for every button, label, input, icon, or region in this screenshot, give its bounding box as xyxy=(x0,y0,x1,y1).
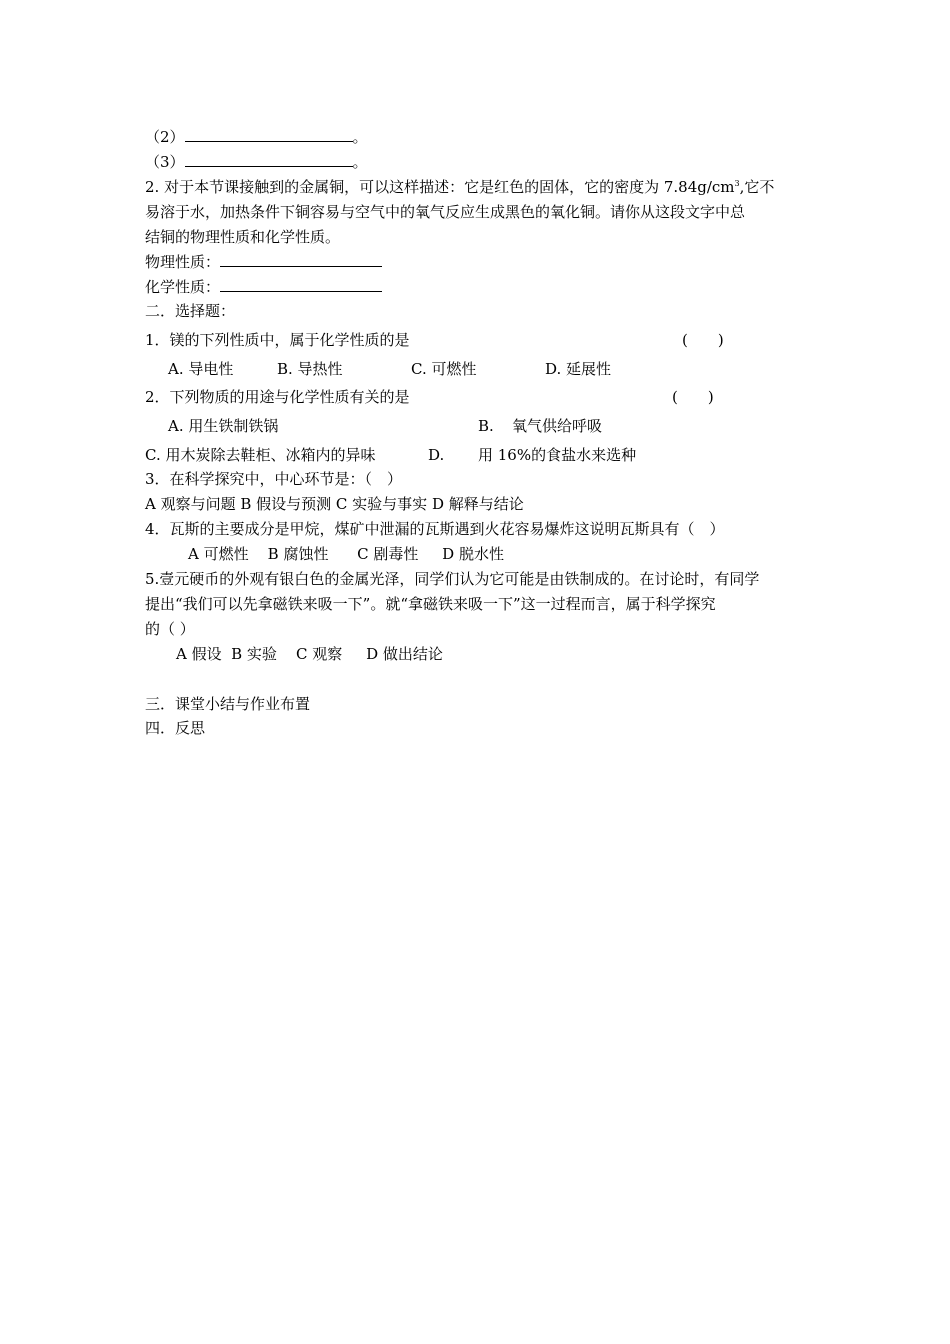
mc1-answer-paren[interactable]: ( ) xyxy=(682,331,724,349)
mc5-line-1: 5.壹元硬币的外观有银白色的金属光泽，同学们认为它可能是由铁制成的。在讨论时，有同学 xyxy=(145,570,760,588)
physical-property-blank[interactable] xyxy=(220,252,382,267)
chemical-property-label: 化学性质： xyxy=(145,278,221,296)
physical-property-label: 物理性质： xyxy=(145,253,221,271)
mc5-options: A 假设 B 实验 C 观察 D 做出结论 xyxy=(176,645,443,663)
physical-property-row xyxy=(145,252,382,272)
mc2-option-d-letter: D. xyxy=(428,446,445,464)
superscript: 3 xyxy=(734,179,740,188)
chemical-property-blank[interactable] xyxy=(220,277,382,292)
section-3-heading: 三．课堂小结与作业布置 xyxy=(145,695,311,713)
mc1-option-a: A. 导电性 xyxy=(168,360,234,378)
mc5-line-2: 提出“我们可以先拿磁铁来吸一下”。就“拿磁铁来吸一下”这一过程而言，属于科学探究 xyxy=(145,595,716,613)
mc1-stem: 1．镁的下列性质中，属于化学性质的是 xyxy=(145,331,410,349)
mc2-answer-paren[interactable]: ( ) xyxy=(672,388,714,406)
answer-blank[interactable] xyxy=(185,152,353,167)
q2-line-3: 结铜的物理性质和化学性质。 xyxy=(145,228,341,246)
mc5-line-3: 的（ ） xyxy=(145,620,195,638)
blank-item-3-label: （3） xyxy=(145,153,185,171)
mc3-options: A 观察与问题 B 假设与预测 C 实验与事实 D 解释与结论 xyxy=(145,495,524,513)
q2-line-2: 易溶于水，加热条件下铜容易与空气中的氧气反应生成黑色的氧化铜。请你从这段文字中总 xyxy=(145,203,746,221)
mc2-option-b-text: 氧气供给呼吸 xyxy=(512,417,603,435)
period: 。 xyxy=(352,128,368,146)
blank-item-2 xyxy=(145,127,368,147)
mc1-option-b: B. 导热性 xyxy=(277,360,343,378)
mc1-option-d: D. 延展性 xyxy=(545,360,612,378)
mc2-stem: 2．下列物质的用途与化学性质有关的是 xyxy=(145,388,410,406)
blank-item-3 xyxy=(145,152,368,172)
period: 。 xyxy=(352,153,368,171)
section-4-heading: 四．反思 xyxy=(145,719,206,737)
mc4-options: A 可燃性 B 腐蚀性 C 剧毒性 D 脱水性 xyxy=(188,545,504,563)
mc2-option-a: A. 用生铁制铁锅 xyxy=(168,417,279,435)
mc2-option-b-letter: B. xyxy=(478,417,494,435)
q2-text: 2. 对于本节课接触到的金属铜，可以这样描述：它是红色的固体，它的密度为 7.84g/cm xyxy=(145,178,735,196)
mc4-stem: 4．瓦斯的主要成分是甲烷，煤矿中泄漏的瓦斯遇到火花容易爆炸这说明瓦斯具有（ ） xyxy=(145,520,725,538)
mc3-stem: 3．在科学探究中，中心环节是：（ ） xyxy=(145,470,403,488)
mc2-option-d-text: 用 16%的食盐水来选种 xyxy=(478,446,637,464)
section-2-heading: 二．选择题： xyxy=(145,302,236,320)
q2-text-tail: ,它不 xyxy=(739,178,775,196)
mc1-option-c: C. 可燃性 xyxy=(411,360,477,378)
chemical-property-row xyxy=(145,277,382,297)
mc2-option-c: C. 用木炭除去鞋柜、冰箱内的异味 xyxy=(145,446,376,464)
q2-line-1 xyxy=(145,177,774,197)
blank-item-2-label: （2） xyxy=(145,128,185,146)
answer-blank[interactable] xyxy=(185,127,353,142)
